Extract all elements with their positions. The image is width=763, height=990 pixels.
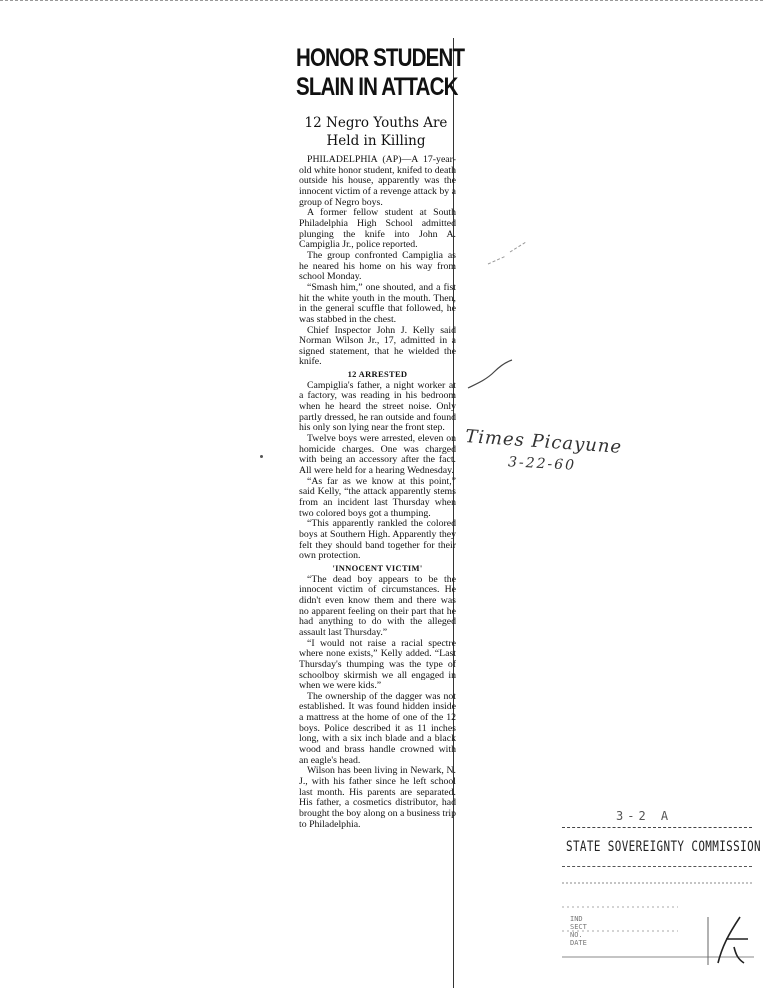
article-paragraph: “As far as we know at this point,” said Kelly, “the attack apparently stems from an incident last Thursday when two colored boys got a thumping. — [299, 475, 456, 519]
article-paragraph: “I would not raise a racial spectre where none exists,” Kelly added. “Last Thursday's thumping was the type of schoolboy skirmish we all engaged in when we were kids.” — [299, 637, 456, 692]
article-body — [299, 155, 456, 830]
handwritten-source: Times Picayune — [464, 426, 623, 458]
stamp-label-1: IND — [570, 915, 583, 923]
subheadline — [296, 114, 456, 150]
section-crosshead: 'INNOCENT VICTIM' — [332, 562, 423, 573]
article-paragraph: The group confronted Campiglia as he neared his home on his way from school Monday. — [299, 249, 456, 283]
stamp-form-lines — [558, 877, 758, 967]
headline-line-2: SLAIN IN ATTACK — [296, 73, 458, 101]
page-top-edge — [0, 0, 763, 1]
section-crosshead: 12 ARRESTED — [347, 369, 408, 380]
article-paragraph: Wilson has been living in Newark, N. J., with his father since he left school last month. His parents are separated. His father, a cosmetics distributor, had brought the boy along on a business trip to Philadelphia. — [299, 765, 457, 830]
article-paragraph: The ownership of the dagger was not established. It was found hidden inside a mattress at the home of one of the 12 boys. Police described it as 11 inches long, with a six inch blade and a black wood and brass handle crowned with an eagle's head. — [299, 690, 456, 766]
article-paragraph: Chief Inspector John J. Kelly said Norman Wilson Jr., 17, admitted in a signed statement, that he wielded the knife. — [299, 324, 456, 368]
article-paragraph: “The dead boy appears to be the innocent victim of circumstances. He didn't even know them and there was no apparent feeling on their part that he had anything to do with the alleged assault last Thursday.” — [299, 573, 456, 638]
stamp-label-3: NO. — [570, 931, 583, 939]
subheadline-line-1: 12 Negro Youths Are — [304, 115, 448, 131]
commission-stamp — [558, 805, 762, 965]
stamp-label-4: DATE — [570, 939, 587, 947]
article-paragraph: PHILADELPHIA (AP)—A 17-year-old white honor student, knifed to death outside his house, apparently was the innocent victim of a revenge attack by a group of Negro boys. — [299, 154, 456, 208]
stamp-title: STATE SOVEREIGNTY COMMISSION — [566, 839, 762, 855]
article-paragraph: Twelve boys were arrested, eleven on homicide charges. One was charged with being an accessory after the fact. All were held for a hearing Wednesday. — [299, 433, 456, 477]
ink-speck — [260, 455, 263, 458]
article-paragraph: A former fellow student at South Philadelphia High School admitted plunging the knife into John A. Campiglia Jr., police reported. — [299, 207, 456, 251]
handwritten-date: 3-22-60 — [507, 454, 577, 474]
faint-pencil-mark — [486, 238, 532, 272]
article-paragraph: “This apparently rankled the colored boys at Southern High. Apparently they felt they should band together for their own protection. — [299, 518, 456, 562]
article-paragraph: Campiglia's father, a night worker at a factory, was reading in his bedroom when he heard the street noise. Only partly dressed, he ran outside and found his only son lying near the front step. — [299, 379, 456, 434]
article-paragraph: “Smash him,” one shouted, and a fist hit the white youth in the mouth. Then, in the general scuffle that followed, he was stabbed in the chest. — [299, 281, 456, 325]
stamp-top-text: 3-2 A — [616, 809, 673, 823]
newspaper-clipping — [282, 38, 465, 988]
pencil-check-mark — [466, 358, 516, 398]
stamp-form-labels — [570, 915, 587, 947]
subheadline-line-2: Held in Killing — [326, 133, 426, 149]
headline-line-1: HONOR STUDENT — [296, 44, 465, 72]
stamp-label-2: SECT — [570, 923, 587, 931]
headline — [296, 44, 465, 102]
